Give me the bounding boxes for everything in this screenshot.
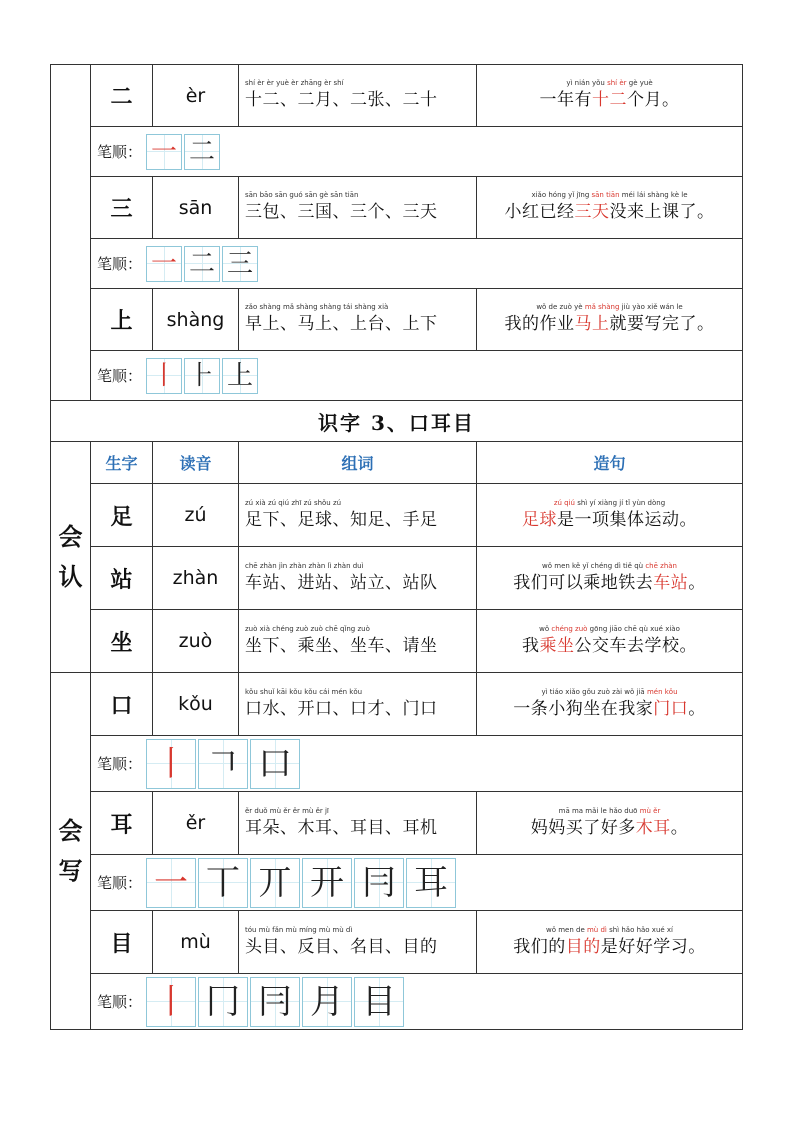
stroke-box — [198, 858, 248, 908]
sentence-pinyin-part: gōng jiāo chē qù xué xiào — [587, 624, 680, 633]
stroke-glyph: ⺊ — [189, 360, 216, 391]
sentence-pinyin-part: wǒ men de — [545, 925, 587, 934]
sentence-pinyin — [483, 191, 736, 200]
header-sentence: 造句 — [477, 442, 743, 484]
sentence-part: 就要写完了。 — [609, 314, 715, 334]
sentence-text — [483, 200, 736, 224]
highlight-pinyin: mén kǒu — [646, 687, 678, 696]
sentence-pinyin-part: wǒ — [539, 624, 552, 633]
stroke-cell — [91, 974, 743, 1030]
stroke-glyph: 一 — [151, 248, 178, 279]
stroke-row — [51, 736, 743, 792]
sentence-pinyin-part: mā ma mǎi le hǎo duō — [558, 806, 640, 815]
words-pinyin: zǎo shàng mǎ shàng shàng tái shàng xià — [245, 303, 389, 311]
character-cell: 耳 — [91, 792, 153, 855]
stroke-box — [198, 739, 248, 789]
highlight-pinyin: mù dì — [586, 925, 607, 934]
stroke-box — [250, 739, 300, 789]
sentence-pinyin-part: jiù yào xiě wán le — [619, 303, 683, 311]
words-text: 耳朵、木耳、耳目、耳机 — [245, 817, 438, 838]
highlight-word: 目的 — [565, 936, 601, 957]
stroke-box — [302, 977, 352, 1027]
stroke-box — [250, 977, 300, 1027]
words-cell — [239, 911, 477, 974]
stroke-row — [51, 127, 743, 177]
stroke-box — [146, 977, 196, 1027]
sentence-pinyin-part: méi lái shàng kè le — [619, 191, 688, 199]
sentence-text — [483, 312, 736, 336]
stroke-glyph: 丨 — [154, 981, 189, 1022]
stroke-label: 笔顺： — [97, 255, 143, 273]
group-label-char: 会 — [58, 522, 83, 551]
words-text: 早上、马上、上台、上下 — [245, 314, 438, 334]
sentence-part: 我的作业 — [504, 314, 575, 334]
sentence-pinyin-part: shì yí xiàng jí tǐ yùn dòng — [575, 498, 666, 507]
sentence-cell — [477, 484, 743, 547]
words-cell — [239, 547, 477, 610]
stroke-glyph: 二 — [189, 248, 216, 279]
character-row — [51, 177, 743, 239]
stroke-glyph: 月 — [310, 981, 345, 1022]
worksheet — [50, 64, 742, 1030]
stroke-glyph: 冃 — [362, 862, 397, 903]
character-cell: 三 — [91, 177, 153, 239]
side-cell-top — [51, 65, 91, 401]
character-row — [51, 547, 743, 610]
words-text: 头目、反目、名目、目的 — [245, 936, 438, 957]
sentence-cell — [477, 547, 743, 610]
reading-cell: zuò — [153, 610, 239, 673]
sentence-pinyin — [483, 499, 736, 508]
stroke-glyph: 二 — [189, 136, 216, 167]
sentence-part: 没来上课了。 — [609, 202, 715, 222]
words-pinyin: chē zhàn jìn zhàn zhàn lì zhàn duì — [245, 561, 364, 570]
sentence-part: 一条小狗坐在我家 — [513, 698, 654, 719]
stroke-glyph: 丌 — [258, 862, 293, 903]
stroke-box — [406, 858, 456, 908]
sentence-text — [483, 634, 736, 658]
stroke-row — [51, 855, 743, 911]
character-row — [51, 65, 743, 127]
words-cell — [239, 792, 477, 855]
words-cell — [239, 673, 477, 736]
group-label-char: 写 — [58, 856, 83, 885]
words-cell — [239, 289, 477, 351]
header-reading: 读音 — [153, 442, 239, 484]
highlight-word: 车站 — [653, 572, 689, 593]
sentence-text — [483, 571, 736, 595]
sentence-part: 。 — [688, 572, 706, 593]
sentence-text — [483, 508, 736, 532]
highlight-pinyin: shí èr — [607, 79, 627, 87]
header-words: 组词 — [239, 442, 477, 484]
sentence-part: 我们的 — [513, 936, 566, 957]
highlight-word: 马上 — [574, 314, 610, 334]
stroke-label: 笔顺： — [97, 755, 143, 773]
words-text: 足下、足球、知足、手足 — [245, 509, 438, 530]
group-label-recognize — [51, 442, 91, 673]
sentence-cell — [477, 610, 743, 673]
words-pinyin: tóu mù fǎn mù míng mù mù dì — [245, 925, 353, 934]
stroke-box — [146, 358, 182, 394]
stroke-glyph: 丨 — [154, 743, 189, 784]
stroke-box — [354, 977, 404, 1027]
sentence-pinyin — [483, 79, 736, 88]
stroke-glyph: 口 — [258, 743, 293, 784]
stroke-box — [146, 134, 182, 170]
section-title-row — [51, 401, 743, 442]
stroke-box — [222, 358, 258, 394]
sentence-part: 。 — [670, 817, 689, 838]
section-title: 识字 3、口耳目 — [51, 401, 743, 442]
stroke-cell — [91, 127, 743, 177]
character-cell: 足 — [91, 484, 153, 547]
sentence-pinyin-part: gè yuè — [626, 79, 653, 87]
highlight-pinyin: chéng zuò — [551, 624, 588, 633]
group-label-char: 会 — [58, 816, 83, 845]
words-cell — [239, 484, 477, 547]
highlight-word: 乘坐 — [539, 635, 575, 656]
stroke-glyph: 耳 — [414, 862, 449, 903]
stroke-glyph: 目 — [362, 981, 397, 1022]
sentence-part: 是一项集体运动。 — [557, 509, 697, 530]
character-cell: 坐 — [91, 610, 153, 673]
stroke-glyph: 冂 — [206, 981, 241, 1022]
reading-cell: zhàn — [153, 547, 239, 610]
stroke-label: 笔顺： — [97, 367, 143, 385]
words-text: 三包、三国、三个、三天 — [245, 202, 438, 222]
sentence-cell — [477, 177, 743, 239]
character-row — [51, 792, 743, 855]
character-row — [51, 610, 743, 673]
sentence-part: 妈妈买了好多 — [530, 817, 636, 838]
sentence-pinyin — [483, 625, 736, 634]
sentence-part: 个月。 — [627, 90, 680, 110]
highlight-word: 三天 — [574, 202, 610, 222]
character-cell: 目 — [91, 911, 153, 974]
stroke-glyph: 开 — [310, 862, 345, 903]
stroke-glyph: 一 — [154, 862, 189, 903]
sentence-pinyin-part: shì hǎo hǎo xué xí — [606, 925, 674, 934]
stroke-box — [354, 858, 404, 908]
character-row — [51, 911, 743, 974]
words-pinyin: shí èr èr yuè èr zhāng èr shí — [245, 79, 344, 87]
reading-cell: shàng — [153, 289, 239, 351]
stroke-glyph: 冃 — [258, 981, 293, 1022]
sentence-part: 公交车去学校。 — [574, 635, 697, 656]
character-row — [51, 673, 743, 736]
sentence-part: 。 — [688, 698, 706, 719]
reading-cell: sān — [153, 177, 239, 239]
stroke-box — [146, 858, 196, 908]
character-row — [51, 289, 743, 351]
words-text: 坐下、乘坐、坐车、请坐 — [245, 635, 438, 656]
highlight-word: 十二 — [592, 90, 627, 110]
stroke-box — [146, 739, 196, 789]
reading-cell: mù — [153, 911, 239, 974]
sentence-pinyin — [483, 926, 736, 935]
highlight-pinyin: chē zhàn — [645, 561, 677, 570]
reading-cell: èr — [153, 65, 239, 127]
words-text: 车站、进站、站立、站队 — [245, 572, 438, 593]
words-text: 口水、开口、口才、门口 — [245, 698, 438, 719]
stroke-glyph: 丅 — [206, 862, 241, 903]
sentence-pinyin-part: yì tiáo xiǎo gǒu zuò zài wǒ jiā — [541, 687, 647, 696]
highlight-word: 门口 — [653, 698, 689, 719]
sentence-text — [483, 816, 736, 840]
words-cell — [239, 177, 477, 239]
stroke-box — [250, 858, 300, 908]
group-label-write — [51, 673, 91, 1030]
words-pinyin: ěr duǒ mù ěr ěr mù ěr jī — [245, 806, 329, 815]
stroke-box — [184, 358, 220, 394]
stroke-label: 笔顺： — [97, 874, 143, 892]
stroke-row — [51, 974, 743, 1030]
reading-cell: zú — [153, 484, 239, 547]
sentence-pinyin — [483, 807, 736, 816]
sentence-part: 一年有 — [539, 90, 592, 110]
stroke-glyph: 上 — [227, 360, 254, 391]
stroke-label: 笔顺： — [97, 143, 143, 161]
words-cell — [239, 610, 477, 673]
header-char: 生字 — [91, 442, 153, 484]
highlight-pinyin: sān tiān — [591, 191, 620, 199]
sentence-cell — [477, 792, 743, 855]
character-table — [50, 64, 743, 1030]
words-cell — [239, 65, 477, 127]
character-cell: 站 — [91, 547, 153, 610]
stroke-box — [146, 246, 182, 282]
sentence-cell — [477, 673, 743, 736]
stroke-glyph: 三 — [227, 248, 254, 279]
stroke-cell — [91, 239, 743, 289]
stroke-cell — [91, 855, 743, 911]
stroke-box — [222, 246, 258, 282]
sentence-cell — [477, 911, 743, 974]
reading-cell: ěr — [153, 792, 239, 855]
sentence-pinyin-part: wǒ de zuò yè — [536, 303, 585, 311]
highlight-word: 足球 — [522, 509, 557, 530]
sentence-text — [483, 697, 736, 721]
stroke-box — [302, 858, 352, 908]
stroke-glyph: 一 — [151, 136, 178, 167]
stroke-cell — [91, 351, 743, 401]
stroke-glyph: 丨 — [151, 360, 178, 391]
header-row — [51, 442, 743, 484]
stroke-glyph: 𠃍 — [206, 743, 241, 784]
sentence-cell — [477, 65, 743, 127]
sentence-cell — [477, 289, 743, 351]
sentence-pinyin — [483, 562, 736, 571]
group-label-char: 认 — [58, 562, 83, 591]
stroke-box — [184, 134, 220, 170]
stroke-cell — [91, 736, 743, 792]
sentence-part: 我 — [522, 635, 540, 656]
sentence-text — [483, 88, 736, 112]
words-text: 十二、二月、二张、二十 — [245, 90, 438, 110]
words-pinyin: sān bāo sān guó sān gè sān tiān — [245, 191, 359, 199]
sentence-pinyin — [483, 303, 736, 312]
sentence-pinyin-part: yì nián yǒu — [566, 79, 608, 87]
character-row — [51, 484, 743, 547]
stroke-box — [198, 977, 248, 1027]
sentence-text — [483, 935, 736, 959]
highlight-pinyin: mǎ shàng — [584, 303, 620, 311]
character-cell: 上 — [91, 289, 153, 351]
sentence-part: 我们可以乘地铁去 — [513, 572, 654, 593]
stroke-box — [184, 246, 220, 282]
sentence-part: 是好好学习。 — [600, 936, 706, 957]
stroke-label: 笔顺： — [97, 993, 143, 1011]
highlight-pinyin: zú qiú — [553, 498, 575, 507]
sentence-pinyin-part: xiǎo hóng yǐ jīng — [531, 191, 592, 199]
stroke-row — [51, 351, 743, 401]
sentence-pinyin — [483, 688, 736, 697]
sentence-pinyin-part: wǒ men kě yǐ chéng dì tiě qù — [542, 561, 646, 570]
character-cell: 二 — [91, 65, 153, 127]
reading-cell: kǒu — [153, 673, 239, 736]
highlight-word: 木耳 — [635, 817, 671, 838]
stroke-row — [51, 239, 743, 289]
character-cell: 口 — [91, 673, 153, 736]
words-pinyin: kǒu shuǐ kāi kǒu kǒu cái mén kǒu — [245, 687, 363, 696]
words-pinyin: zú xià zú qiú zhī zú shǒu zú — [245, 498, 342, 507]
sentence-part: 小红已经 — [504, 202, 575, 222]
highlight-pinyin: mù ěr — [639, 806, 661, 815]
words-pinyin: zuò xià chéng zuò zuò chē qǐng zuò — [245, 624, 370, 633]
